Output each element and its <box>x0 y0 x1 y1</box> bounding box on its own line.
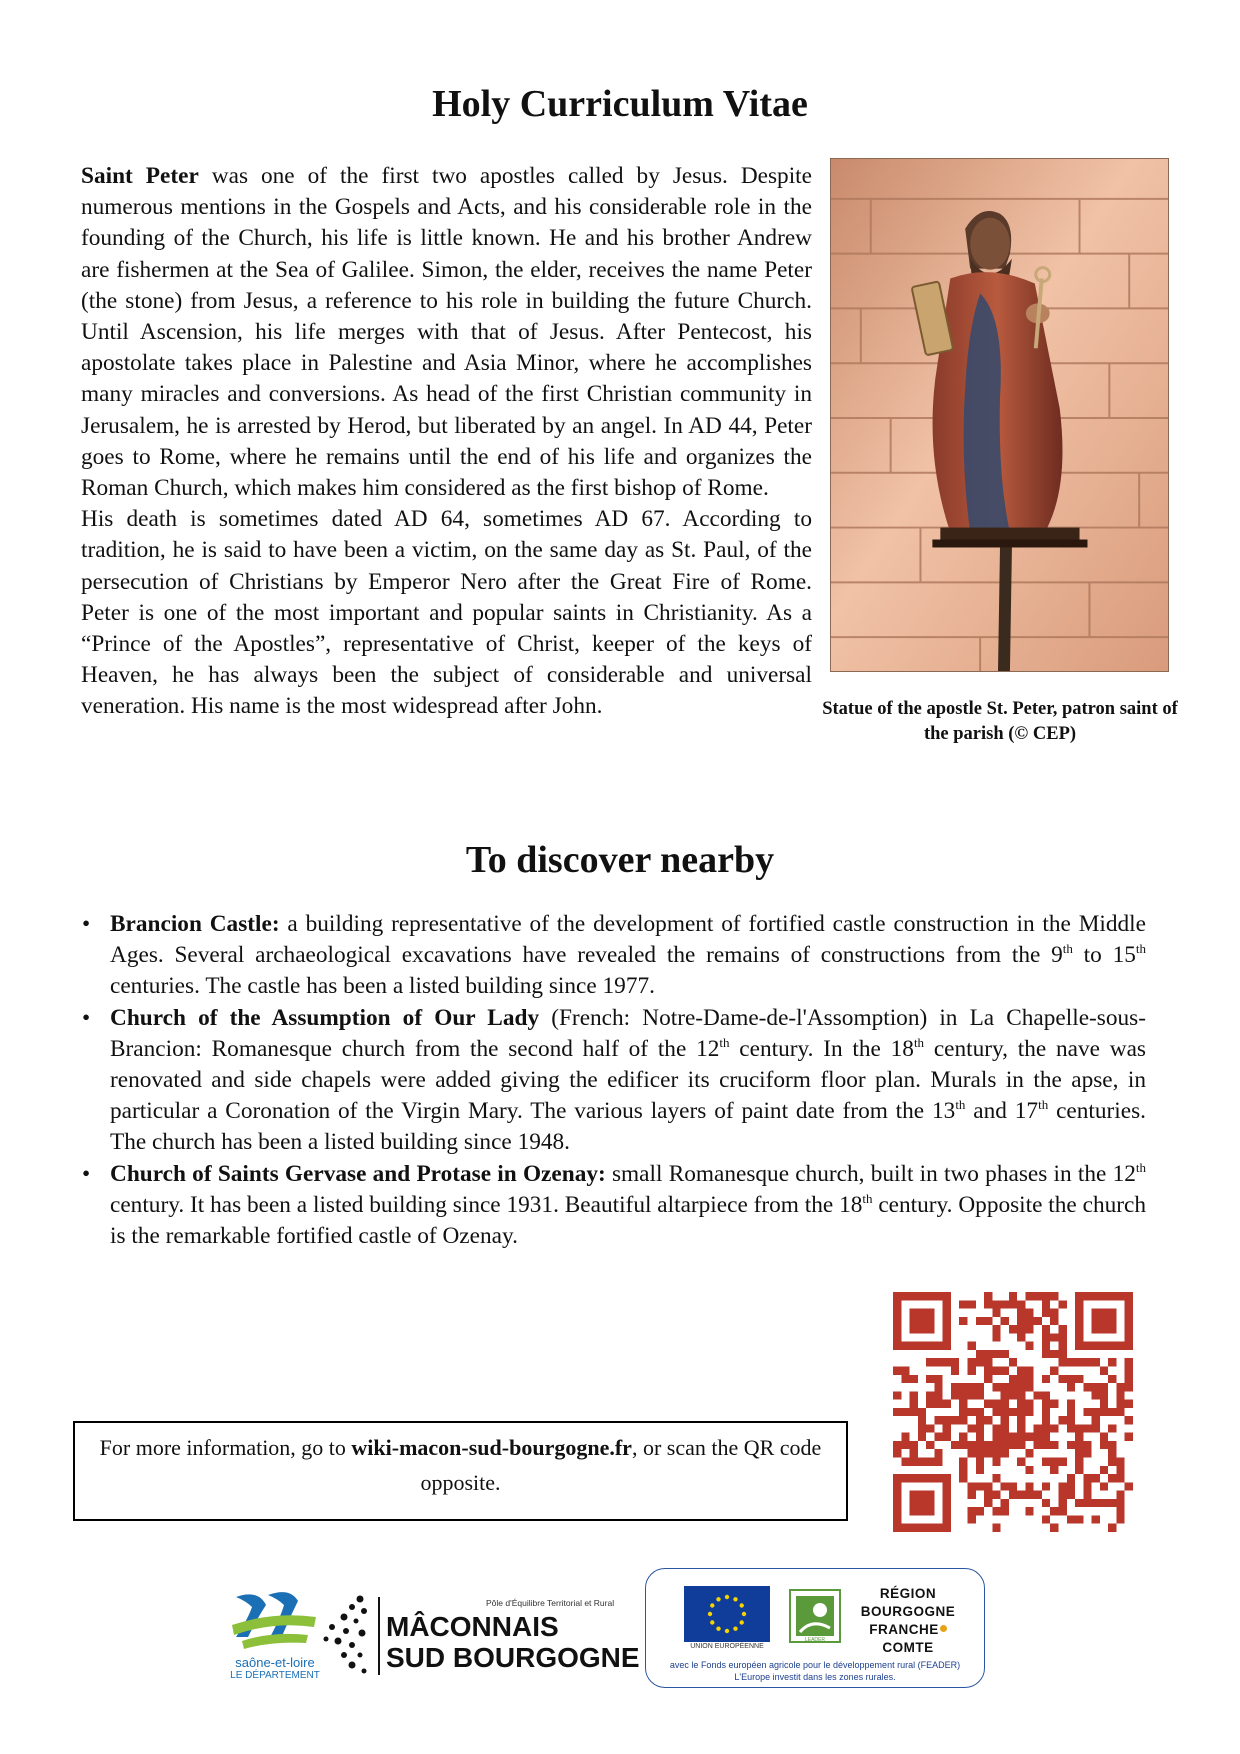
region-line-1 <box>852 1585 964 1603</box>
maconnais-dots-icon <box>322 1593 372 1675</box>
place-name: Church of the Assumption of Our Lady <box>110 1004 540 1031</box>
place-text: and 17 <box>965 1098 1039 1125</box>
biography-paragraph-1-text: was one of the first two apostles called by Jesus. Despite numerous mentions in the Gospels and Acts, and his considerable role in the founding of the Church, his life is little known. He and his brother Andrew are fishermen at the Sea of Galilee. Simon, the elder, receives the name Peter (the stone) from Jesus, a reference to his role in building the future Church. Until Ascension, his life merges with that of Jesus. After Pentecost, his apostolate takes place in Palestine and Asia Minor, where he accomplishes many miracles and conversions. As head of the first Christian community in Jerusalem, he is arrested by Herod, but liberated by an angel. In AD 44, Peter goes to Rome, where he remains until the end of his life and organizes the Roman Church, which makes him considered as the first bishop of Rome. <box>81 163 812 502</box>
feader-line-1: avec le Fonds européen agricole pour le développement rural (FEADER) <box>669 1660 961 1670</box>
ordinal-suffix: th <box>1062 941 1073 957</box>
region-line-2-text: BOURGOGNE <box>860 1604 956 1619</box>
website-link[interactable]: wiki-macon-sud-bourgogne.fr <box>351 1435 632 1460</box>
region-line-3 <box>852 1621 964 1639</box>
region-line-3-text: FRANCHE <box>869 1622 939 1637</box>
more-info-prefix: For more information, go to <box>99 1435 352 1460</box>
nearby-item-church-gervase-protase <box>80 1159 1146 1253</box>
region-line-4 <box>852 1639 964 1657</box>
nearby-title: To discover nearby <box>465 839 775 881</box>
ordinal-suffix: th <box>862 1191 873 1207</box>
region-logo-text <box>852 1585 964 1657</box>
more-info-suffix: , or scan the QR code opposite. <box>420 1435 822 1495</box>
place-text: a building representative of the development of fortified castle construction in the Middle Ages. Several archaeological excavations have revealed the remains of constructions from the 9 <box>110 911 1146 969</box>
ordinal-suffix: th <box>913 1035 925 1051</box>
feader-line-2: L'Europe investit dans les zones rurales. <box>734 1672 896 1682</box>
eu-flag-icon <box>684 1586 770 1642</box>
ordinal-suffix: th <box>955 1097 966 1113</box>
maconnais-subtitle: SUD BOURGOGNE <box>386 1642 640 1673</box>
place-name: Church of Saints Gervase and Protase in Ozenay: <box>110 1160 606 1187</box>
maconnais-divider <box>378 1597 380 1675</box>
nearby-list <box>80 909 1146 1252</box>
region-line-4-text: COMTE <box>882 1640 934 1655</box>
biography-paragraph-2: His death is sometimes dated AD 64, sometimes AD 67. According to tradition, he is said to have been a victim, on the same day as St. Paul, of the persecution of Christians by Emperor Nero after the Great Fire of Rome. Peter is one of the most important and popular saints in Christianity. As a “Prince of the Apostles”, representative of Christ, keeper of the keys of Heaven, he has always been the subject of considerable and universal veneration. His name is the most widespread after John. <box>81 506 812 720</box>
page-title: Holy Curriculum Vitae <box>432 83 808 125</box>
statue-photo <box>830 158 1169 672</box>
place-text: small Romanesque church, built in two phases in the 12 <box>605 1160 1136 1187</box>
place-text: century. In the 18 <box>729 1035 914 1062</box>
eu-label: UNION EUROPÉENNE <box>690 1643 764 1650</box>
place-text: century. Opposite the church is the remarkable fortified castle of Ozenay. <box>110 1191 1146 1250</box>
leader-label: LEADER <box>804 1637 826 1643</box>
nearby-item-church-assumption <box>80 1003 1146 1159</box>
more-info-box <box>73 1421 848 1521</box>
biography-subject: Saint Peter <box>81 163 199 189</box>
place-name: Brancion Castle: <box>110 911 280 937</box>
place-text: century, the nave was renovated and side chapels were added giving the edificer its cruciform floor plan. Murals in the apse, in particular a Coronation of the Virgin Mary. The various layers of paint date from the 13 <box>110 1035 1146 1125</box>
place-text: century. It has been a listed building since 1931. Beautiful altarpiece from the 18 <box>110 1191 863 1218</box>
statue-illustration <box>831 159 1168 671</box>
leader-logo <box>788 1588 842 1644</box>
maconnais-title: MÂCONNAIS <box>386 1611 559 1642</box>
feader-text <box>648 1659 982 1683</box>
region-line-1-text: RÉGION <box>879 1586 937 1601</box>
ordinal-suffix: th <box>719 1035 730 1051</box>
maconnais-tagline: Pôle d'Équilibre Territorial et Rural <box>486 1598 615 1608</box>
saone-et-loire-name: saône-et-loire <box>235 1655 315 1670</box>
nearby-item-brancion-castle <box>80 909 1146 1003</box>
ordinal-suffix: th <box>1135 1159 1146 1175</box>
ordinal-suffix: th <box>1038 1097 1049 1113</box>
ordinal-suffix: th <box>1135 941 1146 957</box>
biography-text <box>81 161 812 723</box>
region-line-2 <box>852 1603 964 1621</box>
photo-caption: Statue of the apostle St. Peter, patron saint of the parish (© CEP) <box>822 699 1178 744</box>
qr-code[interactable] <box>893 1292 1133 1532</box>
biography-paragraph-1 <box>81 161 812 504</box>
region-dot-icon <box>940 1625 947 1632</box>
place-text: (French: Notre-Dame-de-l'Assomption) in La Chapelle-sous-Brancion: Romanesque church from the second half of the 12 <box>110 1004 1146 1062</box>
place-text: centuries. The church has been a listed building since 1948. <box>110 1098 1146 1156</box>
saone-et-loire-subtitle: LE DÉPARTEMENT <box>230 1670 320 1681</box>
place-text: to 15 <box>1072 942 1136 969</box>
place-text: centuries. The castle has been a listed building since 1977. <box>110 973 655 1000</box>
